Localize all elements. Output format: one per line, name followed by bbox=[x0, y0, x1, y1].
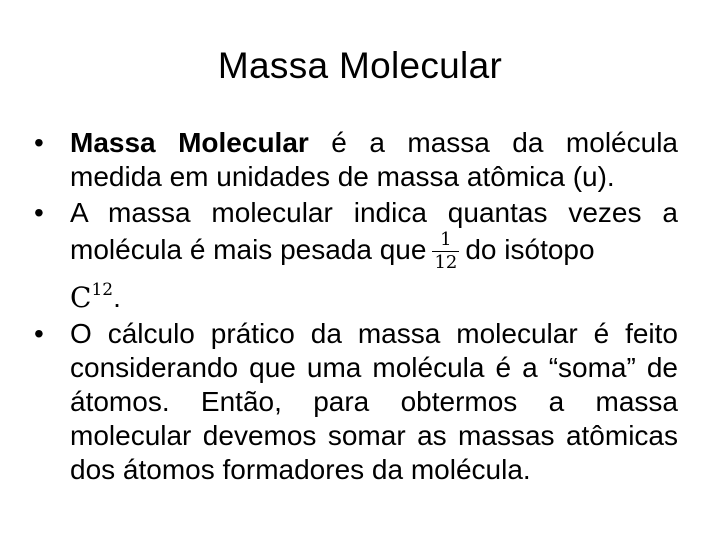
bullet-list bbox=[32, 126, 678, 487]
bullet-icon: • bbox=[34, 197, 44, 228]
fraction-numerator: 1 bbox=[440, 229, 452, 250]
bold-term: Massa Molecular bbox=[70, 127, 309, 158]
isotope-symbol: C bbox=[70, 281, 92, 314]
isotope-text: do isótopo bbox=[465, 233, 595, 265]
bullet-item-calculation bbox=[32, 317, 678, 487]
end-punctuation: . bbox=[113, 282, 121, 313]
bullet-icon: • bbox=[34, 318, 44, 349]
fraction bbox=[432, 230, 459, 273]
comparison-text: A massa molecular indica quantas vezes a molécula é mais pesada que bbox=[70, 197, 678, 265]
isotope-superscript: 12 bbox=[91, 280, 114, 300]
slide-title: Massa Molecular bbox=[217, 45, 503, 86]
definition-text: é a massa da molécula medida em unidades de massa atômica (u). bbox=[70, 127, 678, 192]
bullet-text bbox=[70, 196, 678, 315]
fraction-denominator: 12 bbox=[434, 252, 458, 273]
bullet-text bbox=[70, 126, 678, 194]
calculation-text: O cálculo prático da massa molecular é feito considerando que uma molécula é a “soma” de átomos. Então, para obtermos a massa molecular devemos somar as massas atômicas dos átomos formadores da molécula. bbox=[70, 318, 678, 485]
bullet-icon: • bbox=[34, 127, 44, 158]
bullet-item-comparison bbox=[32, 196, 678, 315]
bullet-item-definition bbox=[32, 126, 678, 194]
isotope-line bbox=[70, 273, 678, 315]
